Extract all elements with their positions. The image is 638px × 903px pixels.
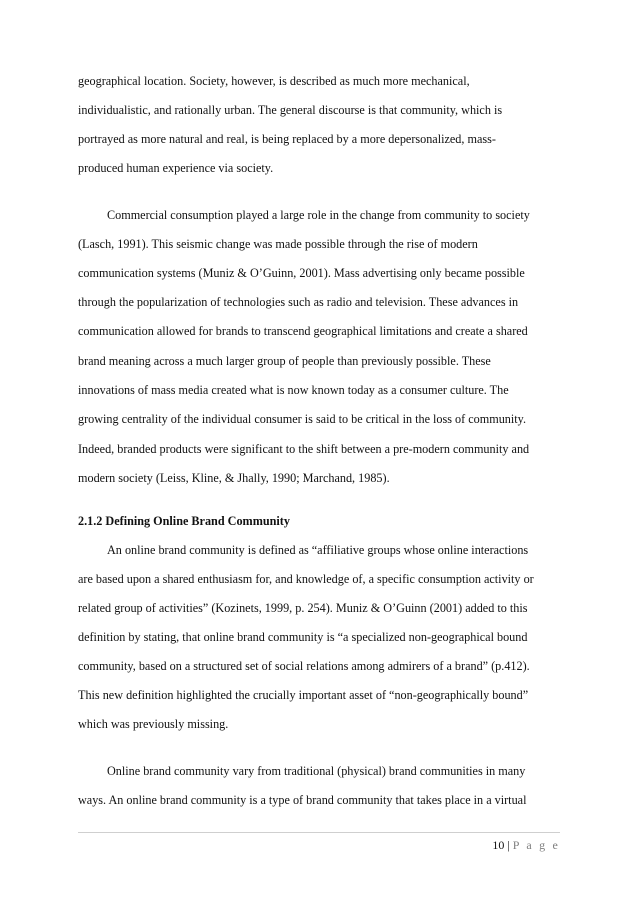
paragraph-3-line: are based upon a shared enthusiasm for, and knowledge of, a specific consumption activity or: [78, 572, 534, 586]
footer-separator: |: [507, 838, 510, 852]
paragraph-1-line: produced human experience via society.: [78, 161, 274, 175]
paragraph-2-line: communication systems (Muniz & O’Guinn, 2001). Mass advertising only became possible: [78, 266, 525, 280]
paragraph-4-line: ways. An online brand community is a type of brand community that takes place in a virtual: [78, 793, 527, 807]
paragraph-2-line: innovations of mass media created what is now known today as a consumer culture. The: [78, 383, 509, 397]
paragraph-2-line: modern society (Leiss, Kline, & Jhally, 1990; Marchand, 1985).: [78, 471, 390, 485]
paragraph-3-line: which was previously missing.: [78, 717, 229, 731]
paragraph-2-line: growing centrality of the individual consumer is said to be critical in the loss of community.: [78, 412, 527, 426]
paragraph-4-line: Online brand community vary from traditional (physical) brand communities in many: [107, 764, 526, 778]
paragraph-2-line: Indeed, branded products were significant to the shift between a pre-modern community and: [78, 442, 530, 456]
footer-divider: [78, 832, 560, 833]
paragraph-2-line: communication allowed for brands to transcend geographical limitations and create a shared: [78, 324, 528, 338]
page-footer: [492, 838, 560, 853]
paragraph-2-line: brand meaning across a much larger group of people than previously possible. These: [78, 354, 491, 368]
page-label: P a g e: [512, 838, 560, 852]
paragraph-1-line: geographical location. Society, however, is described as much more mechanical,: [78, 74, 470, 88]
page-number: 10: [492, 838, 505, 852]
section-heading: 2.1.2 Defining Online Brand Community: [78, 514, 290, 528]
paragraph-1-line: individualistic, and rationally urban. The general discourse is that community, which is: [78, 103, 503, 117]
paragraph-1-line: portrayed as more natural and real, is being replaced by a more depersonalized, mass-: [78, 132, 496, 146]
paragraph-3-line: related group of activities” (Kozinets, 1999, p. 254). Muniz & O’Guinn (2001) added to this: [78, 601, 528, 615]
paragraph-3-line: This new definition highlighted the crucially important asset of “non-geographically bound”: [78, 688, 529, 702]
paragraph-2-line: Commercial consumption played a large role in the change from community to society: [107, 208, 530, 222]
paragraph-3-line: definition by stating, that online brand community is “a specialized non-geographical bound: [78, 630, 528, 644]
paragraph-2-line: through the popularization of technologies such as radio and television. These advances in: [78, 295, 519, 309]
paragraph-2-line: (Lasch, 1991). This seismic change was made possible through the rise of modern: [78, 237, 478, 251]
paragraph-3-line: community, based on a structured set of social relations among admirers of a brand” (p.412).: [78, 659, 530, 673]
paragraph-3-line: An online brand community is defined as “affiliative groups whose online interactions: [107, 543, 529, 557]
